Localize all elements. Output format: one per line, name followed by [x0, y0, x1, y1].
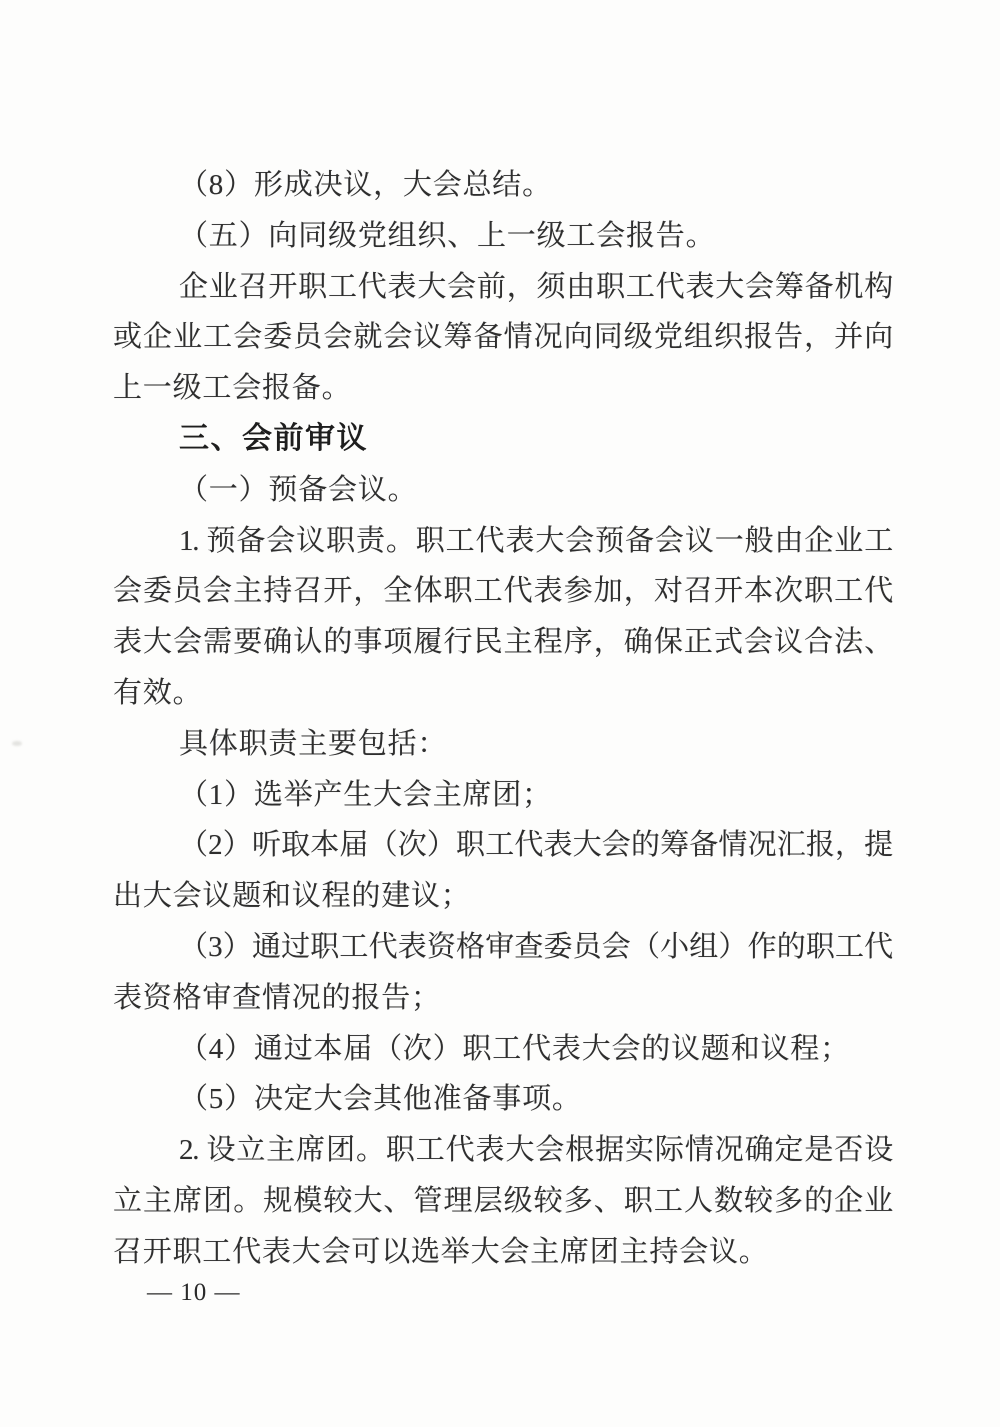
text-line: 立主席团。规模较大、管理层级较多、职工人数较多的企业 — [113, 1184, 892, 1217]
text-line: 上一级工会报备。 — [113, 372, 352, 405]
text-line: 或企业工会委员会就会议筹备情况向同级党组织报告，并向 — [113, 321, 892, 354]
text-line: 出大会议题和议程的建议； — [113, 880, 471, 913]
text-line: （五）向同级党组织、上一级工会报告。 — [179, 219, 716, 252]
text-line: 具体职责主要包括： — [179, 727, 448, 760]
text-line: 2. 设立主席团。职工代表大会根据实际情况确定是否设 — [179, 1134, 892, 1167]
text-line: 召开职工代表大会可以选举大会主席团主持会议。 — [113, 1235, 769, 1268]
text-line: （2）听取本届（次）职工代表大会的筹备情况汇报，提 — [179, 829, 892, 862]
text-line: （8）形成决议，大会总结。 — [179, 169, 552, 201]
text-line: （5）决定大会其他准备事项。 — [179, 1083, 582, 1116]
section-heading: 三、会前审议 — [179, 421, 368, 455]
text-line: 表大会需要确认的事项履行民主程序，确保正式会议合法、 — [113, 626, 892, 659]
text-line: 企业召开职工代表大会前，须由职工代表大会筹备机构 — [179, 270, 892, 303]
text-line: 表资格审查情况的报告； — [113, 981, 441, 1014]
page-number: — 10 — — [147, 1279, 241, 1306]
scan-artifact — [12, 741, 22, 746]
text-line: 会委员会主持召开，全体职工代表参加，对召开本次职工代 — [113, 575, 892, 608]
text-line: （1）选举产生大会主席团； — [179, 778, 552, 811]
text-line: 1. 预备会议职责。职工代表大会预备会议一般由企业工 — [179, 524, 892, 557]
text-line: （一）预备会议。 — [179, 473, 418, 506]
text-line: 有效。 — [113, 676, 203, 709]
document-body — [113, 160, 892, 1278]
text-line: （3）通过职工代表资格审查委员会（小组）作的职工代 — [179, 930, 892, 963]
text-line: （4）通过本届（次）职工代表大会的议题和议程； — [179, 1032, 850, 1065]
